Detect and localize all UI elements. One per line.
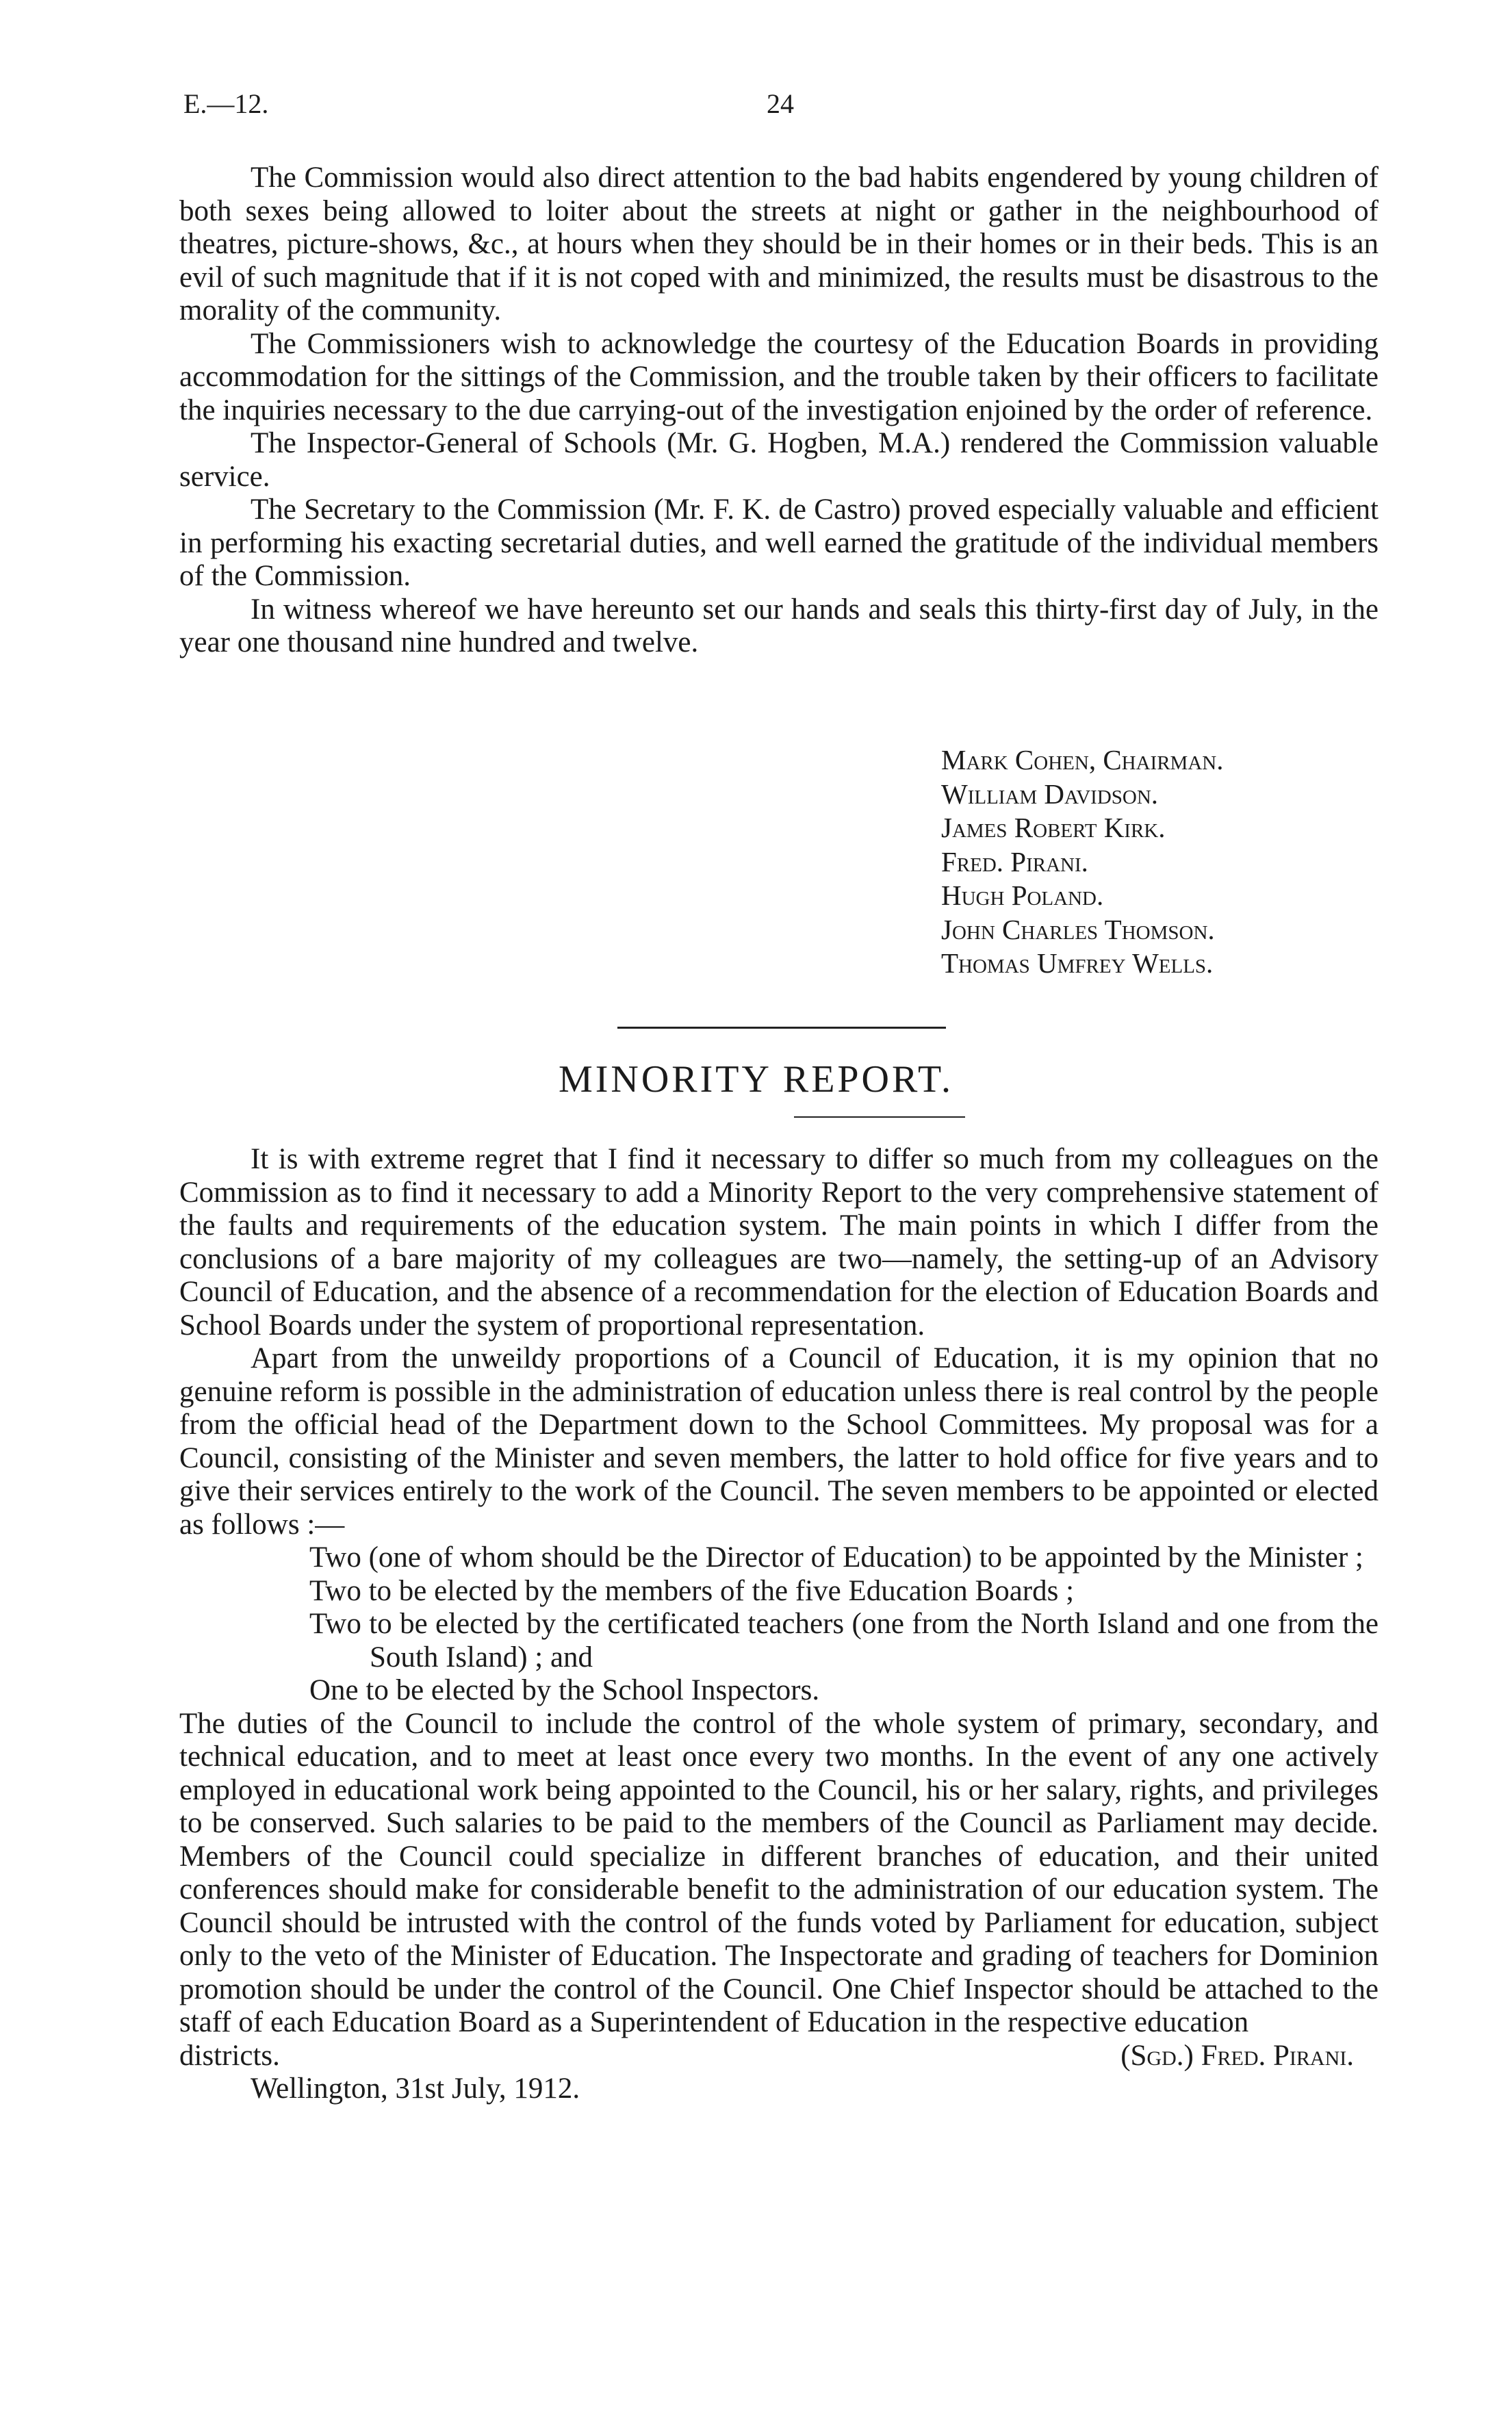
signatory: William Davidson. xyxy=(941,778,1159,810)
signatory: Thomas Umfrey Wells. xyxy=(941,947,1214,979)
signatory: Mark Cohen, Chairman. xyxy=(941,744,1224,775)
closing-text: districts. xyxy=(179,2039,280,2072)
section-divider xyxy=(617,1027,946,1029)
paragraph: The Inspector-General of Schools (Mr. G. Hogben, M.A.) rendered the Commission valuable service. xyxy=(179,427,1379,493)
page-header xyxy=(0,88,1512,129)
paragraph: The Commissioners wish to acknowledge the courtesy of the Education Boards in providing accommodation for the sittings of the Commission, and the trouble taken by their officers to facilitate the inquiries necessary to the due carrying-out of the investigation enjoined by the order of reference. xyxy=(179,327,1379,426)
signatory: Fred. Pirani. xyxy=(941,845,1088,877)
signatory: John Charles Thomson. xyxy=(941,913,1215,945)
closing-line xyxy=(179,2040,1379,2073)
paragraph: The Commission would also direct attention to the bad habits engendered by young children of both sexes being allowed to loiter about the streets at night or gather in the neighbourhood of theatres, picture-shows, &c., at hours when they should be in their homes or in their beds. This is an evil of such magnitude that if it is not coped with and minimized, the results must be disastrous to the morality of the community. xyxy=(179,162,1379,326)
paragraph: In witness whereof we have hereunto set our hands and seals this thirty-first day of July, in the year one thousand nine hundred and twelve. xyxy=(179,593,1379,658)
document-reference: E.—12. xyxy=(183,88,269,119)
paragraph: The duties of the Council to include the control of the whole system of primary, secondary, and technical education, and to meet at least once every two months. In the event of any one actively employed in educational work being appointed to the Council, his or her salary, rights, and privileges to be conserved. Such salaries to be paid to the members of the Council as Parliament may decide. Members of the Council could specialize in different branches of education, and their united conferences should make for considerable benefit to the administration of our education system. The Council should be intrusted with the control of the funds voted by Parliament for education, subject only to the veto of the Minister of Education. The Inspectorate and grading of teachers for Dominion promotion should be under the control of the Council. One Chief Inspector should be attached to the staff of each Education Board as a Superintendent of Education in the respective education xyxy=(179,1707,1379,2038)
list-item: Two (one of whom should be the Director of Education) to be appointed by the Minister ; xyxy=(309,1541,1363,1574)
list-item: Two to be elected by the members of the five Education Boards ; xyxy=(309,1574,1075,1607)
signatory: James Robert Kirk. xyxy=(941,812,1166,843)
dateline: Wellington, 31st July, 1912. xyxy=(251,2073,580,2105)
majority-report-text xyxy=(179,162,1379,660)
page-number: 24 xyxy=(767,88,794,119)
minority-report-text xyxy=(179,1143,1379,2106)
heading-underline xyxy=(794,1116,965,1118)
paragraph: Apart from the unweildy proportions of a Council of Education, it is my opinion that no genuine reform is possible in the administration of education unless there is real control by the people from the official head of the Department down to the School Committees. My proposal was for a Council, consisting of the Minister and seven members, the latter to hold office for five years and to give their services entirely to the work of the Council. The seven members to be appointed or elected as follows :— xyxy=(179,1342,1379,1541)
signatory: Hugh Poland. xyxy=(941,880,1104,911)
list-item: One to be elected by the School Inspectors. xyxy=(309,1674,820,1706)
paragraph: The Secretary to the Commission (Mr. F. K. de Castro) proved especially valuable and efficient in performing his exacting secretarial duties, and well earned the gratitude of the individual members of the Commission. xyxy=(179,493,1379,592)
paragraph: It is with extreme regret that I find it necessary to differ so much from my colleagues on the Commission as to find it necessary to add a Minority Report to the very comprehensive statement of the faults and requirements of the education system. The main points in which I differ from the conclusions of a bare majority of my colleagues are two—namely, the setting-up of an Advisory Council of Education, and the absence of a recommendation for the election of Education Boards and School Boards under the system of proportional representation. xyxy=(179,1143,1379,1342)
signatories-list xyxy=(941,743,1223,981)
list-item: Two to be elected by the certificated teachers (one from the North Island and one from the South Island) ; and xyxy=(309,1608,1379,1673)
minority-report-heading: MINORITY REPORT. xyxy=(558,1058,954,1101)
signature: (Sgd.) Fred. Pirani. xyxy=(1120,2039,1354,2072)
